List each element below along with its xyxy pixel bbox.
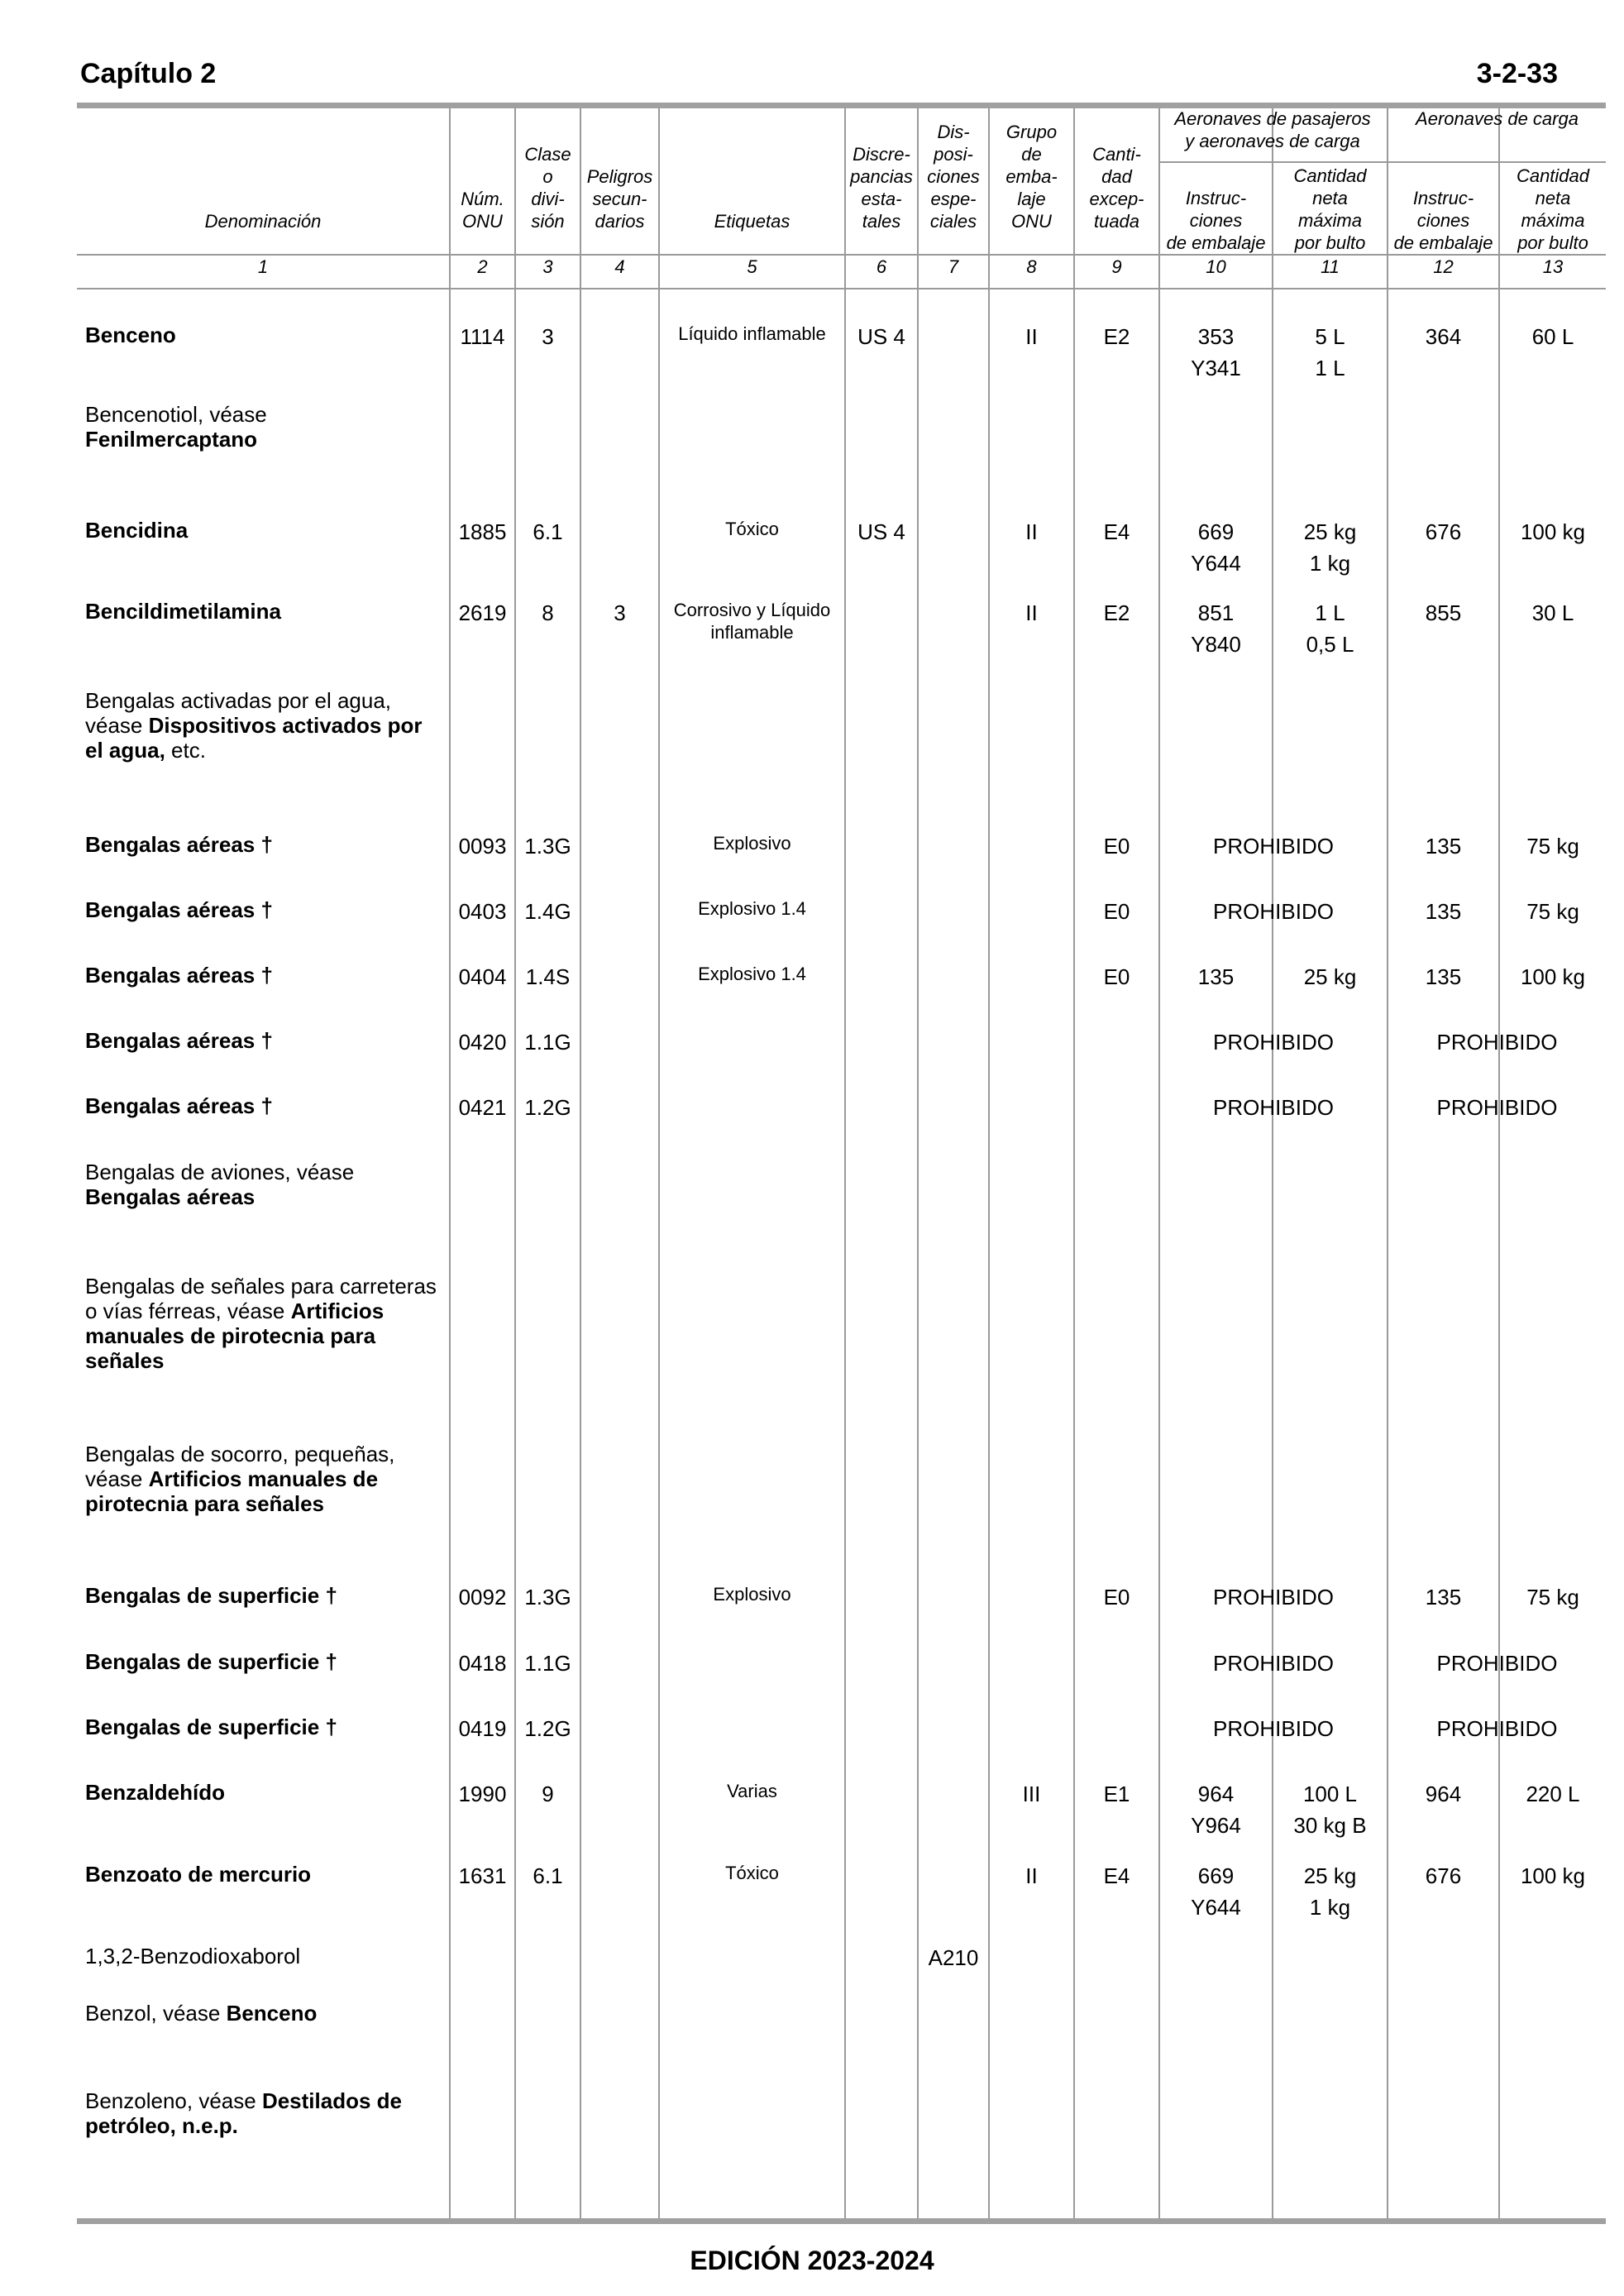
class-division: 8 — [542, 600, 554, 625]
passenger-packing-instruction: 964 — [1197, 1782, 1235, 1806]
un-number: 0418 — [458, 1651, 507, 1676]
cargo-forbidden: PROHIBIDO — [1436, 1651, 1558, 1676]
column-number: 12 — [1433, 256, 1454, 277]
column-number: 13 — [1542, 256, 1564, 277]
header-denominacion: Denominación — [204, 211, 322, 232]
cargo-max-quantity: 220 L — [1526, 1782, 1580, 1806]
excepted-quantity: E0 — [1103, 834, 1130, 859]
un-number: 0093 — [458, 834, 507, 859]
excepted-quantity: E2 — [1103, 324, 1130, 349]
edition-footer: EDICIÓN 2023-2024 — [690, 2246, 934, 2275]
un-number: 0421 — [458, 1095, 507, 1120]
column-divider — [988, 108, 990, 2218]
substance-name: Benzaldehído — [85, 1780, 226, 1805]
column-number: 10 — [1206, 256, 1226, 277]
cargo-packing-instruction: 676 — [1425, 1863, 1462, 1888]
hazard-label: Tóxico — [725, 519, 779, 539]
header-etiquetas: Etiquetas — [714, 211, 791, 232]
hazard-label: Explosivo 1.4 — [698, 964, 806, 984]
class-division: 1.2G — [524, 1095, 571, 1120]
class-division: 1.1G — [524, 1030, 571, 1055]
header-num-onu: Núm. ONU — [461, 189, 504, 232]
column-number: 8 — [1026, 256, 1037, 277]
passenger-forbidden: PROHIBIDO — [1213, 1030, 1334, 1055]
passenger-packing-instruction: 135 — [1197, 964, 1235, 989]
substance-name: Bengalas de superficie † — [85, 1583, 337, 1608]
passenger-max-quantity: 25 kg — [1303, 519, 1357, 544]
state-variation: US 4 — [857, 519, 905, 544]
header-pasajeros-group: Aeronaves de pasajeros y aeronaves de carga — [1174, 108, 1371, 151]
hazard-label: Corrosivo y Líquido inflamable — [673, 600, 831, 643]
packing-group: II — [1025, 324, 1038, 349]
passenger-packing-instruction: 353 — [1197, 324, 1235, 349]
substance-name: Bengalas aéreas † — [85, 963, 273, 988]
header-clase: Clase o divi- sión — [524, 144, 571, 232]
un-number: 2619 — [458, 600, 507, 625]
passenger-max-quantity-limited: 1 kg — [1309, 1895, 1351, 1920]
packing-group: II — [1025, 1863, 1038, 1888]
class-division: 6.1 — [533, 1863, 563, 1888]
column-number-line — [77, 288, 1606, 289]
passenger-forbidden: PROHIBIDO — [1213, 1585, 1334, 1610]
class-division: 6.1 — [533, 519, 563, 544]
substance-name: Bengalas de señales para carreteras o vías férreas, véase Artificios manuales de pirotecnia para señales — [85, 1274, 437, 1373]
passenger-packing-instruction-limited: Y644 — [1191, 1895, 1241, 1920]
cargo-packing-instruction: 364 — [1425, 324, 1462, 349]
cargo-packing-instruction: 135 — [1425, 1585, 1462, 1610]
class-division: 1.4S — [525, 964, 571, 989]
passenger-max-quantity: 25 kg — [1303, 1863, 1357, 1888]
passenger-forbidden: PROHIBIDO — [1213, 1651, 1334, 1676]
substance-name: Bencenotiol, véase Fenilmercaptano — [85, 402, 267, 452]
column-divider — [1498, 108, 1500, 2218]
excepted-quantity: E0 — [1103, 964, 1130, 989]
substance-name: Bengalas aéreas † — [85, 832, 273, 857]
packing-group: II — [1025, 600, 1038, 625]
class-division: 3 — [542, 324, 554, 349]
substance-name: Benzoato de mercurio — [85, 1862, 312, 1887]
column-number: 4 — [614, 256, 625, 277]
hazard-label: Explosivo — [713, 1584, 791, 1605]
header-instrucciones-carga: Instruc- ciones de embalaje — [1393, 188, 1493, 253]
passenger-packing-instruction-limited: Y964 — [1191, 1813, 1241, 1838]
passenger-forbidden: PROHIBIDO — [1213, 899, 1334, 924]
passenger-max-quantity: 5 L — [1315, 324, 1345, 349]
cargo-max-quantity: 75 kg — [1526, 834, 1579, 859]
cargo-packing-instruction: 135 — [1425, 964, 1462, 989]
hazard-label: Líquido inflamable — [678, 323, 826, 344]
hazard-label: Tóxico — [725, 1863, 779, 1883]
cargo-max-quantity: 75 kg — [1526, 899, 1579, 924]
column-number: 3 — [542, 256, 553, 277]
column-divider — [1387, 108, 1388, 2218]
hazard-label: Explosivo — [713, 833, 791, 854]
substance-name: Bengalas aéreas † — [85, 1028, 273, 1053]
cargo-max-quantity: 75 kg — [1526, 1585, 1579, 1610]
un-number: 0403 — [458, 899, 507, 924]
passenger-packing-instruction-limited: Y341 — [1191, 356, 1241, 380]
header-cantidad-exceptuada: Canti- dad excep- tuada — [1089, 144, 1144, 232]
passenger-forbidden: PROHIBIDO — [1213, 1095, 1334, 1120]
cargo-max-quantity: 100 kg — [1520, 964, 1586, 989]
subsidiary-hazard: 3 — [614, 600, 626, 625]
class-division: 9 — [542, 1782, 554, 1806]
substance-name: Bengalas de superficie † — [85, 1715, 337, 1739]
packing-group: III — [1022, 1782, 1041, 1806]
column-divider — [514, 108, 516, 2218]
excepted-quantity: E0 — [1103, 1585, 1130, 1610]
un-number: 1885 — [458, 519, 507, 544]
column-divider — [658, 108, 660, 2218]
header-instrucciones-pasajeros: Instruc- ciones de embalaje — [1166, 188, 1266, 253]
column-number: 7 — [948, 256, 959, 277]
substance-name: Bengalas aéreas † — [85, 1093, 273, 1118]
state-variation: US 4 — [857, 324, 905, 349]
substance-name: Bengalas de socorro, pequeñas, véase Artificios manuales de pirotecnia para señales — [85, 1442, 395, 1516]
substance-name: Bengalas de aviones, véase Bengalas aéreas — [85, 1160, 355, 1209]
header-peligros: Peligros secun- darios — [586, 166, 653, 232]
substance-name: 1,3,2-Benzodioxaborol — [85, 1944, 301, 1968]
column-divider — [449, 108, 451, 2218]
cargo-max-quantity: 100 kg — [1520, 519, 1586, 544]
substance-name: Benceno — [85, 323, 176, 347]
class-division: 1.2G — [524, 1716, 571, 1741]
header-carga-group: Aeronaves de carga — [1416, 108, 1579, 129]
class-division: 1.1G — [524, 1651, 571, 1676]
excepted-quantity: E4 — [1103, 519, 1130, 544]
column-number: 6 — [876, 256, 887, 277]
substance-name: Bengalas de superficie † — [85, 1649, 337, 1674]
un-number: 1631 — [458, 1863, 507, 1888]
cargo-packing-instruction: 964 — [1425, 1782, 1462, 1806]
header-bottom-line — [77, 254, 1606, 256]
cargo-forbidden: PROHIBIDO — [1436, 1716, 1558, 1741]
passenger-packing-instruction: 669 — [1197, 1863, 1235, 1888]
substance-name: Bencildimetilamina — [85, 599, 281, 624]
substance-name: Bengalas aéreas † — [85, 897, 273, 922]
cargo-packing-instruction: 135 — [1425, 834, 1462, 859]
cargo-max-quantity: 60 L — [1531, 324, 1574, 349]
passenger-max-quantity: 100 L — [1302, 1782, 1358, 1806]
header-cantidad-carga: Cantidad neta máxima por bulto — [1516, 165, 1590, 253]
class-division: 1.4G — [524, 899, 571, 924]
un-number: 0420 — [458, 1030, 507, 1055]
cargo-max-quantity: 100 kg — [1520, 1863, 1586, 1888]
substance-name: Benzol, véase Benceno — [85, 2001, 318, 2026]
cargo-packing-instruction: 135 — [1425, 899, 1462, 924]
header-disposiciones: Dis- posi- ciones espe- ciales — [927, 122, 980, 232]
un-number: 0404 — [458, 964, 507, 989]
column-number: 11 — [1321, 256, 1340, 277]
passenger-packing-instruction: 669 — [1197, 519, 1235, 544]
passenger-max-quantity-limited: 1 L — [1315, 356, 1345, 380]
header-grupo: Grupo de emba- laje ONU — [1005, 122, 1058, 232]
un-number: 0419 — [458, 1716, 507, 1741]
column-divider — [844, 108, 846, 2218]
class-division: 1.3G — [524, 1585, 571, 1610]
header-cantidad-pasajeros: Cantidad neta máxima por bulto — [1293, 165, 1367, 253]
cargo-packing-instruction: 855 — [1425, 600, 1462, 625]
passenger-max-quantity: 1 L — [1315, 600, 1345, 625]
excepted-quantity: E0 — [1103, 899, 1130, 924]
column-divider — [1073, 108, 1075, 2218]
hazard-label: Explosivo 1.4 — [698, 898, 806, 919]
substance-name: Benzoleno, véase Destilados de petróleo, n.e.p. — [85, 2088, 402, 2138]
passenger-forbidden: PROHIBIDO — [1213, 834, 1334, 859]
passenger-max-quantity-limited: 1 kg — [1309, 551, 1351, 576]
cargo-forbidden: PROHIBIDO — [1436, 1095, 1558, 1120]
column-divider — [580, 108, 581, 2218]
column-number: 2 — [477, 256, 488, 277]
hazard-label: Varias — [727, 1781, 777, 1801]
passenger-forbidden: PROHIBIDO — [1213, 1716, 1334, 1741]
un-number: 0092 — [458, 1585, 507, 1610]
excepted-quantity: E4 — [1103, 1863, 1130, 1888]
cargo-packing-instruction: 676 — [1425, 519, 1462, 544]
passenger-max-quantity: 25 kg — [1303, 964, 1357, 989]
un-number: 1114 — [460, 324, 505, 349]
bottom-rule — [77, 2218, 1606, 2224]
passenger-packing-instruction-limited: Y644 — [1191, 551, 1241, 576]
chapter-title: Capítulo 2 — [80, 58, 217, 89]
passenger-max-quantity-limited: 0,5 L — [1306, 632, 1354, 657]
packing-group: II — [1025, 519, 1038, 544]
column-number: 5 — [747, 256, 757, 277]
column-number: 9 — [1111, 256, 1122, 277]
cargo-max-quantity: 30 L — [1531, 600, 1574, 625]
excepted-quantity: E2 — [1103, 600, 1130, 625]
un-number: 1990 — [458, 1782, 507, 1806]
column-number: 1 — [257, 256, 269, 277]
header-discrepancias: Discre- pancias esta- tales — [850, 144, 913, 232]
class-division: 1.3G — [524, 834, 571, 859]
special-provision: A210 — [928, 1945, 979, 1970]
substance-name: Bencidina — [85, 518, 189, 543]
page-number: 3-2-33 — [1476, 58, 1558, 89]
passenger-packing-instruction: 851 — [1197, 600, 1235, 625]
passenger-packing-instruction-limited: Y840 — [1191, 632, 1241, 657]
excepted-quantity: E1 — [1103, 1782, 1130, 1806]
passenger-max-quantity-limited: 30 kg B — [1293, 1813, 1367, 1838]
substance-name: Bengalas activadas por el agua, véase Dispositivos activados por el agua, etc. — [85, 688, 423, 763]
cargo-forbidden: PROHIBIDO — [1436, 1030, 1558, 1055]
column-divider — [917, 108, 919, 2218]
